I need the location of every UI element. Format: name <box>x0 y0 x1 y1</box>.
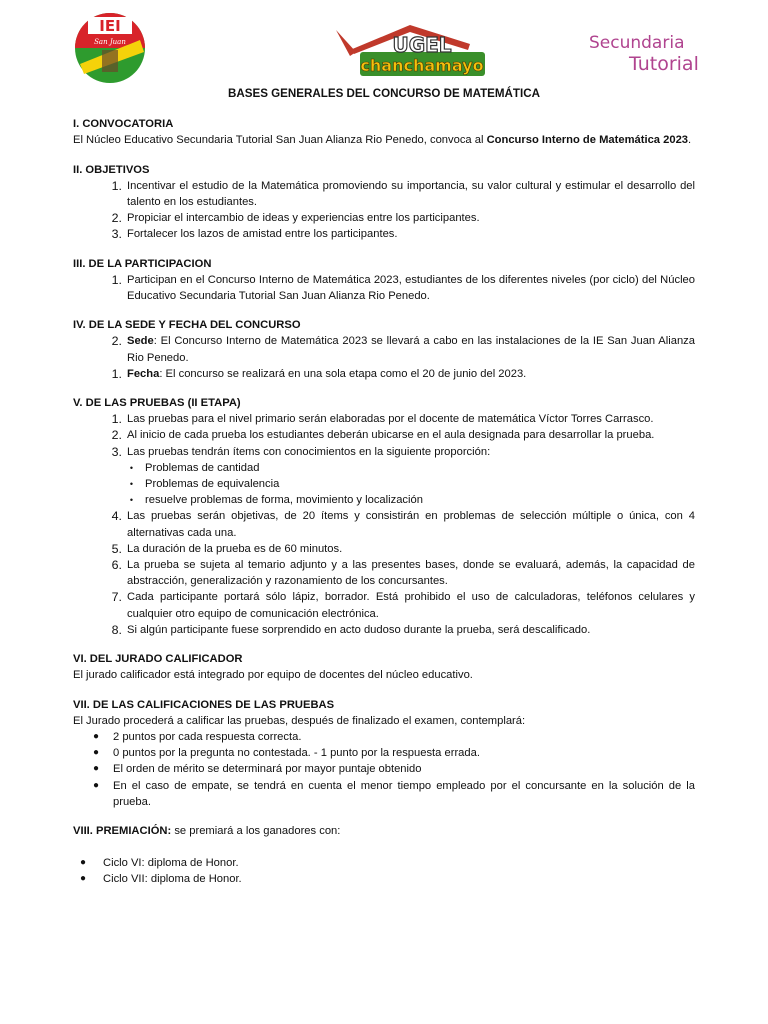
bullet-item: • Problemas de equivalencia <box>129 478 280 491</box>
bullet-item: • Problemas de cantidad <box>129 461 260 474</box>
section-objetivos-heading: II. OBJETIVOS <box>73 163 150 176</box>
calificaciones-intro: El Jurado procederá a calificar las pruebas, después de finalizado el examen, contemplará: <box>73 714 526 727</box>
list-item: 2. Propiciar el intercambio de ideas y experiencias entre los participantes. <box>111 211 480 226</box>
section-sede-fecha-heading: IV. DE LA SEDE Y FECHA DEL CONCURSO <box>73 319 301 332</box>
premiacion-heading: VIII. PREMIACIÓN: <box>73 824 172 837</box>
premiacion-text: se premiará a los ganadores con: <box>171 824 341 837</box>
list-item: 1. Participan en el Concurso Interno de Matemática 2023, estudiantes de los diferentes niveles (por ciclo) del Núcleo Educativo Secundaria Tutorial San Juan Alianza Rio Penedo. <box>111 272 695 303</box>
section-jurado-heading: VI. DEL JURADO CALIFICADOR <box>73 653 243 666</box>
document-title: BASES GENERALES DEL CONCURSO DE MATEMÁTICA <box>228 87 540 100</box>
bullet-item: ● El orden de mérito se determinará por mayor puntaje obtenido <box>92 763 422 776</box>
secundaria-tutorial-logo <box>585 30 735 75</box>
bullet-item: • resuelve problemas de forma, movimiento y localización <box>129 494 423 507</box>
bullet-item: ● 2 puntos por cada respuesta correcta. <box>92 730 302 743</box>
premiacion-list <box>73 855 695 887</box>
objetivos-list <box>73 178 695 243</box>
section-convocatoria-heading: I. CONVOCATORIA <box>73 118 174 131</box>
section-pruebas-heading: V. DE LAS PRUEBAS (II ETAPA) <box>73 397 241 410</box>
document-body <box>73 86 695 888</box>
list-item: 4. Las pruebas serán objetivas, de 20 ítems y consistirán en problemas de selección múltiple o única, con 4 alternativas cada una. <box>111 509 695 539</box>
list-item: 3. Fortalecer los lazos de amistad entre los participantes. <box>111 227 398 242</box>
ugel-logo-text: UGEL <box>392 33 452 57</box>
list-item: 1. Las pruebas para el nivel primario serán elaboradas por el docente de matemática Víctor Torres Carrasco. <box>111 412 654 427</box>
school-logo-text: IEI <box>99 17 121 35</box>
list-item: 7. Cada participante portará sólo lápiz, borrador. Está prohibido el uso de calculadoras, teléfonos celulares y cualquier otro equipo de comunicación electrónica. <box>111 590 695 620</box>
bullet-item: ● Ciclo VI: diploma de Honor. <box>79 857 239 870</box>
bullet-item: ● Ciclo VII: diploma de Honor. <box>79 873 242 886</box>
list-item: 1. Incentivar el estudio de la Matemática promoviendo su importancia, su valor cultural y estimular el desarrollo del talento en los estudiantes. <box>111 178 695 209</box>
tutorial-logo-line2: Tutorial <box>629 53 699 75</box>
calificaciones-list <box>73 729 695 810</box>
participacion-list <box>73 272 695 304</box>
section-participacion-heading: III. DE LA PARTICIPACION <box>73 257 212 270</box>
list-item: 2. Sede: El Concurso Interno de Matemática 2023 se llevará a cabo en las instalaciones de la IE San Juan Alianza Rio Penedo. <box>111 334 695 364</box>
school-logo <box>74 12 146 84</box>
section-premiacion <box>73 823 695 839</box>
jurado-text: El jurado calificador está integrado por equipo de docentes del núcleo educativo. <box>73 669 473 682</box>
pruebas-list <box>73 411 695 638</box>
list-item: 3. Las pruebas tendrán ítems con conocimientos en la siguiente proporción: <box>111 444 491 459</box>
list-item: 6. La prueba se sujeta al temario adjunto y a las presentes bases, donde se evaluará, además, la capacidad de abstracción, generalización y razonamiento de los concursantes. <box>111 558 695 588</box>
sede-fecha-list <box>73 333 695 382</box>
list-item: 1. Fecha: El concurso se realizará en una sola etapa como el 20 de junio del 2023. <box>111 366 527 381</box>
tutorial-logo-line1: Secundaria <box>589 33 685 53</box>
bullet-item: ● En el caso de empate, se tendrá en cuenta el menor tiempo empleado por el concursante en la solución de la prueba. <box>92 779 695 808</box>
ugel-logo-subtext: chanchamayo <box>360 56 484 75</box>
school-logo-subtext: San Juan <box>94 38 126 46</box>
convocatoria-text: El Núcleo Educativo Secundaria Tutorial San Juan Alianza Rio Penedo, convoca al Concurso Interno de Matemática 2023. <box>73 134 692 147</box>
list-item: 5. La duración de la prueba es de 60 minutos. <box>111 541 343 556</box>
ugel-logo <box>330 22 490 82</box>
list-item: 8. Si algún participante fuese sorprendido en acto dudoso durante la prueba, será descalificado. <box>111 622 591 637</box>
bullet-item: ● 0 puntos por la pregunta no contestada. - 1 punto por la respuesta errada. <box>92 747 480 760</box>
section-calificaciones-heading: VII. DE LAS CALIFICACIONES DE LAS PRUEBAS <box>73 698 335 711</box>
proporcion-bullets <box>73 460 695 509</box>
list-item: 2. Al inicio de cada prueba los estudiantes deberán ubicarse en el aula designada para desarrollar la prueba. <box>111 428 655 443</box>
